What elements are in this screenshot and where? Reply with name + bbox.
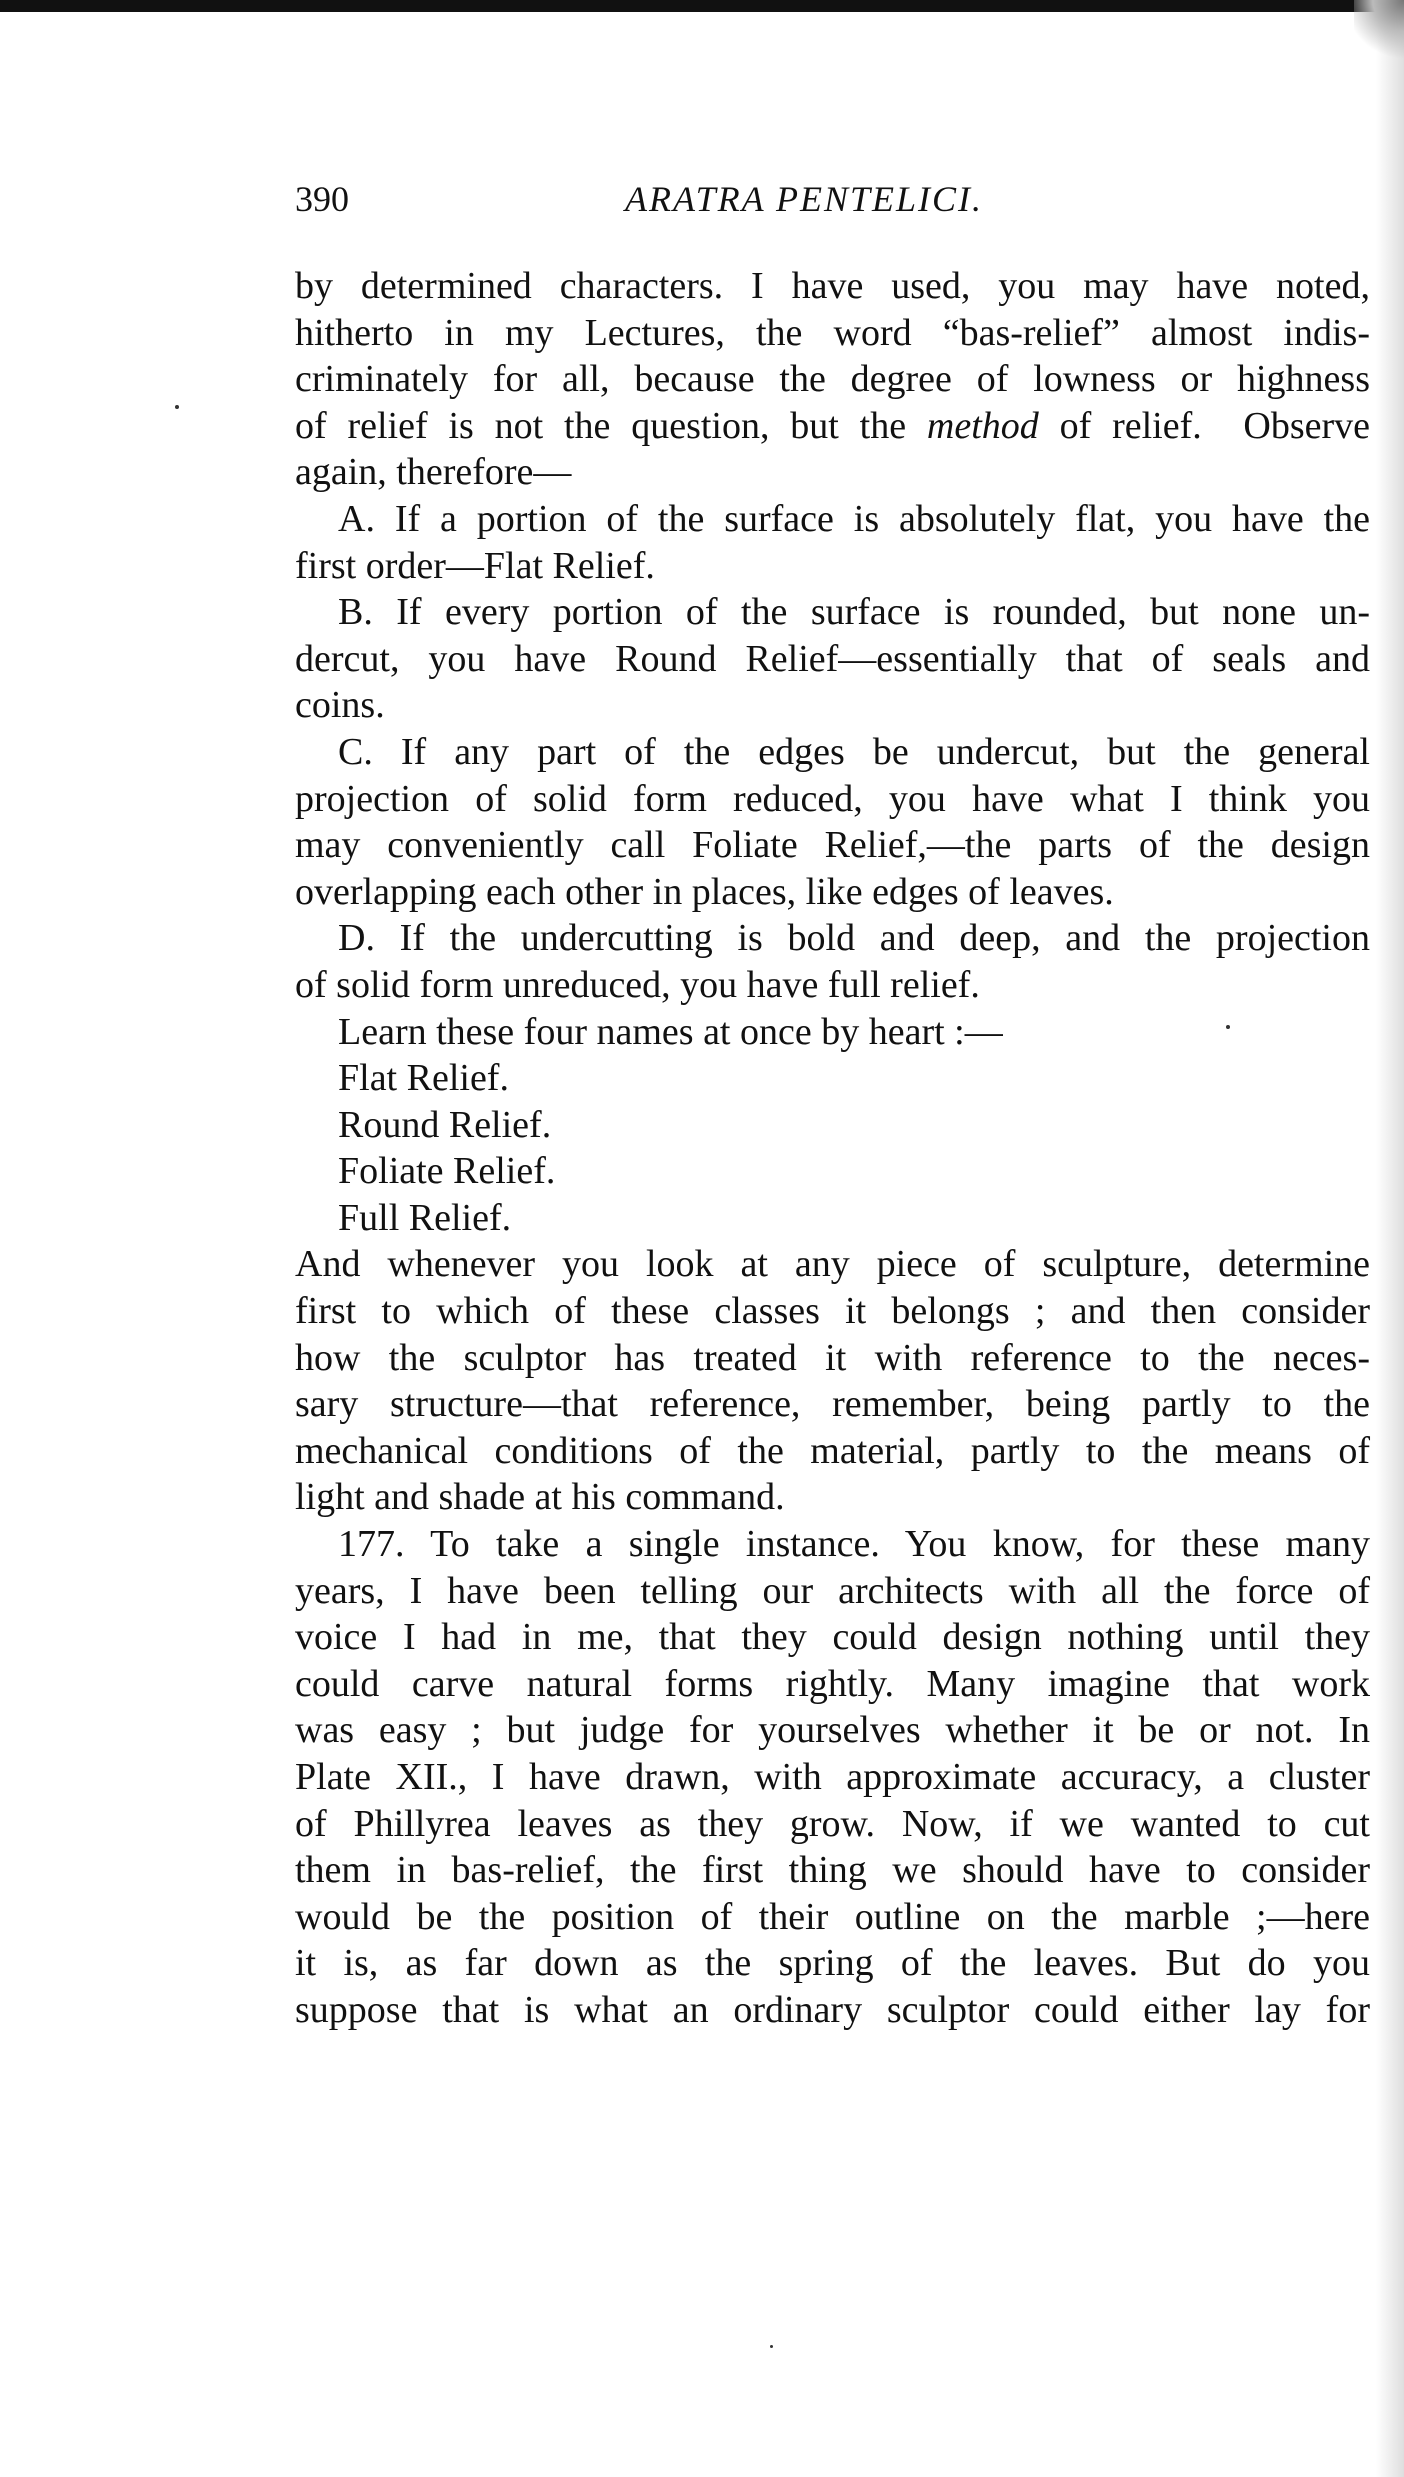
scan-top-edge <box>0 0 1404 12</box>
text-line: hitherto in my Lectures, the word “bas-relief” almost indis- <box>295 311 1370 354</box>
running-title: ARATRA PENTELICI. <box>625 179 983 219</box>
body-text <box>295 263 1370 2034</box>
scan-corner-shadow <box>1354 0 1404 60</box>
text-segment: of relief. Observe <box>1038 404 1370 447</box>
text-line: 177. To take a single instance. You know, for these many <box>338 1523 1370 1566</box>
text-line: was easy ; but judge for yourselves whether it be or not. In <box>295 1709 1370 1752</box>
text-line: of solid form unreduced, you have full relief. <box>295 963 980 1006</box>
text-line: suppose that is what an ordinary sculptor could either lay for <box>295 1988 1370 2031</box>
text-line: mechanical conditions of the material, partly to the means of <box>295 1429 1370 1472</box>
text-line: overlapping each other in places, like edges of leaves. <box>295 870 1114 913</box>
text-line: Flat Relief. <box>338 1057 509 1100</box>
text-line: Foliate Relief. <box>338 1150 556 1193</box>
text-line: And whenever you look at any piece of sculpture, determine <box>295 1243 1370 1286</box>
scan-right-edge <box>1376 0 1404 2477</box>
text-line: dercut, you have Round Relief—essentially that of seals and <box>295 637 1370 680</box>
text-line: them in bas-relief, the first thing we should have to consider <box>295 1849 1370 1892</box>
scan-speck <box>175 405 179 409</box>
text-line: could carve natural forms rightly. Many imagine that work <box>295 1662 1370 1705</box>
text-line: Learn these four names at once by heart :— <box>338 1010 1003 1053</box>
text-line: light and shade at his command. <box>295 1476 785 1519</box>
italic-word: method <box>926 404 1039 447</box>
text-line <box>295 403 1370 450</box>
text-line: first to which of these classes it belongs ; and then consider <box>295 1290 1370 1333</box>
running-header <box>295 178 1370 224</box>
text-line: again, therefore— <box>295 451 572 494</box>
text-line: how the sculptor has treated it with reference to the neces- <box>295 1336 1370 1379</box>
text-line: Full Relief. <box>338 1196 512 1239</box>
text-line: first order—Flat Relief. <box>295 544 655 587</box>
text-line: sary structure—that reference, remember, being partly to the <box>295 1383 1370 1426</box>
text-line: voice I had in me, that they could design nothing until they <box>295 1616 1370 1659</box>
text-line: C. If any part of the edges be undercut, but the general <box>338 730 1370 773</box>
text-line: by determined characters. I have used, you may have noted, <box>295 265 1370 307</box>
text-line: projection of solid form reduced, you have what I think you <box>295 777 1370 820</box>
text-line: D. If the undercutting is bold and deep, and the projection <box>338 917 1370 960</box>
scan-speck <box>770 2345 773 2348</box>
text-line: criminately for all, because the degree of lowness or highness <box>295 358 1370 401</box>
text-line: would be the position of their outline on the marble ;—here <box>295 1895 1370 1938</box>
text-line: years, I have been telling our architects with all the force of <box>295 1569 1370 1612</box>
text-line: A. If a portion of the surface is absolutely flat, you have the <box>338 497 1370 540</box>
text-line: B. If every portion of the surface is rounded, but none un- <box>338 591 1370 634</box>
text-line: may conveniently call Foliate Relief,—the parts of the design <box>295 824 1370 867</box>
page-number: 390 <box>295 179 349 219</box>
text-line: of Phillyrea leaves as they grow. Now, if we wanted to cut <box>295 1802 1370 1845</box>
text-line: Plate XII., I have drawn, with approximate accuracy, a cluster <box>295 1756 1370 1798</box>
text-line: Round Relief. <box>338 1103 552 1146</box>
text-line: it is, as far down as the spring of the leaves. But do you <box>295 1942 1370 1985</box>
text-line: coins. <box>295 684 385 727</box>
text-segment: of relief is not the question, but the <box>295 404 927 447</box>
